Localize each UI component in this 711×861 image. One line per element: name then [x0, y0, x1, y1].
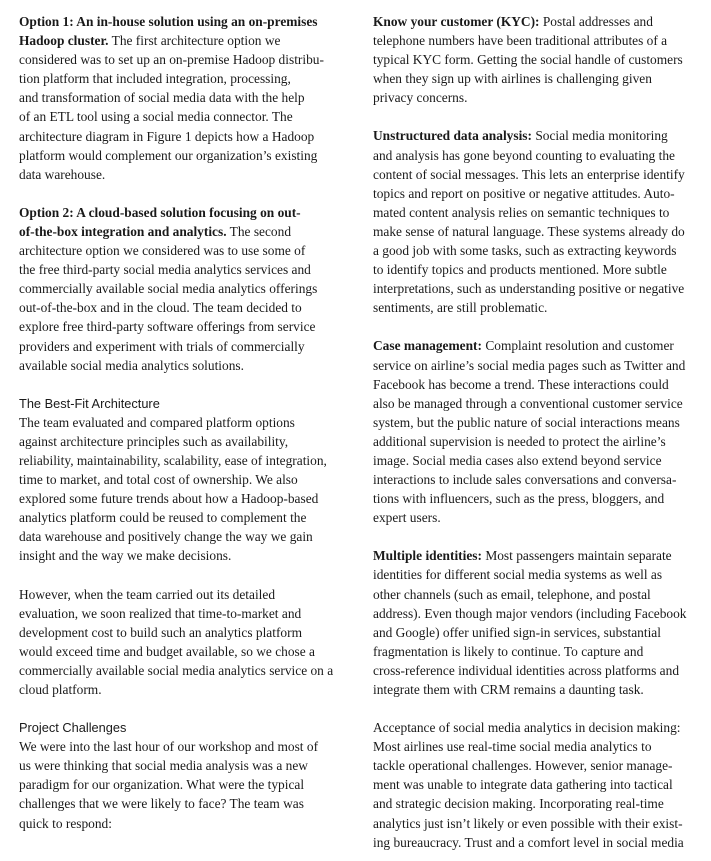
line-text: The first architecture option we [108, 33, 281, 49]
line-text: other channels (such as email, telephone, and postal [373, 586, 651, 602]
text-line: commercially available social media analytics service on a [19, 662, 334, 678]
line-text: considered was to set up an on-premise Hadoop distribu- [19, 52, 324, 68]
option-1-paragraph [19, 12, 351, 184]
text-line: explored some future trends about how a Hadoop-based [19, 491, 319, 507]
line-text: out-of-the-box and in the cloud. The team decided to [19, 300, 302, 316]
text-line [373, 50, 703, 69]
case-management-paragraph [373, 336, 703, 527]
line-text: address). Even though major vendors (including Facebook [373, 605, 687, 621]
text-line: However, when the team carried out its detailed [19, 586, 276, 602]
unstructured-data-paragraph [373, 126, 703, 317]
challenges-paragraph [19, 737, 351, 832]
text-line [373, 356, 703, 375]
text-line: us were thinking that social media analysis was a new [19, 758, 308, 774]
line-text: tions with influencers, such as the press, bloggers, and [373, 491, 665, 507]
text-line: would exceed time and budget available, so we chose a [19, 643, 315, 659]
text-line: and strategic decision making. Incorporating real-time [373, 796, 664, 812]
text-line [19, 88, 351, 107]
line-text: the free third-party social media analytics services and [19, 262, 311, 278]
line-text: telephone numbers have been traditional attributes of a [373, 33, 668, 49]
line-text: interactions to include sales conversations and conversa- [373, 472, 677, 488]
line-text: architecture option we considered was to use some of [19, 243, 306, 259]
line-text: integrate them with CRM remains a daunting task. [373, 682, 644, 697]
text-line: analytics just isn’t likely or even possible with their exist- [373, 815, 683, 831]
lead-in: Unstructured data analysis: [373, 128, 532, 144]
lead-in: Option 1: An in-house solution using an on-premises [19, 14, 318, 29]
text-line: quick to respond: [19, 815, 112, 831]
text-line: paradigm for our organization. What were the typical [19, 777, 305, 793]
line-text: privacy concerns. [373, 90, 468, 106]
line-text: Facebook has become a trend. These interactions could [373, 376, 669, 392]
text-line [373, 165, 703, 184]
lead-in: Multiple identities: [373, 548, 482, 564]
text-line [373, 12, 703, 31]
text-line [19, 69, 351, 88]
text-line [373, 565, 703, 584]
lead-in: Know your customer (KYC): [373, 14, 540, 29]
line-text: fragmentation is likely to continue. To capture and [373, 643, 644, 659]
text-line [373, 508, 703, 527]
text-line [373, 241, 703, 260]
text-line [373, 489, 703, 508]
text-line [373, 375, 703, 394]
text-line: tackle operational challenges. However, senior manage- [373, 758, 673, 774]
text-line [373, 88, 703, 107]
text-line: cloud platform. [19, 682, 102, 697]
text-line [19, 356, 351, 375]
text-line [373, 298, 703, 317]
text-line [19, 127, 351, 146]
text-line [373, 336, 703, 355]
line-text: Social media monitoring [531, 128, 668, 144]
lead-in: of-the-box integration and analytics. [19, 223, 227, 239]
lead-in: Hadoop cluster. [19, 33, 109, 49]
text-line [19, 203, 351, 222]
kyc-paragraph [373, 12, 703, 107]
line-text: mated content analysis relies on semantic techniques to [373, 204, 670, 220]
line-text: Complaint resolution and customer [481, 338, 674, 354]
line-text: and transformation of social media data with the help [19, 90, 305, 106]
text-line [373, 642, 703, 661]
acceptance-paragraph [373, 718, 703, 852]
text-line: data warehouse and positively change the way we gain [19, 529, 313, 545]
text-line: evaluation, we soon realized that time-to-market and [19, 605, 302, 621]
text-line [373, 585, 703, 604]
text-line [19, 260, 351, 279]
text-line [373, 604, 703, 623]
line-text: platform would complement our organization’s existing [19, 147, 318, 163]
best-fit-paragraph [19, 413, 351, 566]
text-line [373, 260, 703, 279]
text-line [373, 623, 703, 642]
line-text: explore free third-party software offerings from service [19, 319, 316, 335]
text-line [19, 241, 351, 260]
line-text: typical KYC form. Getting the social handle of customers [373, 52, 683, 68]
text-line [373, 184, 703, 203]
text-line [19, 12, 351, 31]
line-text: service on airline’s social media pages such as Twitter and [373, 357, 686, 373]
line-text: Postal addresses and [539, 14, 653, 29]
line-text: and analysis has gone beyond counting to evaluating the [373, 147, 675, 163]
text-line: Acceptance of social media analytics in decision making: [373, 720, 681, 736]
text-line [19, 165, 351, 184]
text-line: The team evaluated and compared platform options [19, 414, 295, 430]
text-line: We were into the last hour of our workshop and most of [19, 739, 319, 755]
text-line [373, 279, 703, 298]
text-line [19, 50, 351, 69]
text-line: challenges that we were likely to face? The team was [19, 796, 304, 812]
line-text: architecture diagram in Figure 1 depicts how a Hadoop [19, 128, 315, 144]
text-line: development cost to build such an analytics platform [19, 624, 302, 640]
text-line [19, 31, 351, 50]
text-line: insight and the way we make decisions. [19, 548, 232, 564]
evaluation-paragraph [19, 585, 351, 700]
line-text: sentiments, are still problematic. [373, 300, 548, 316]
text-line [19, 222, 351, 241]
text-line [373, 680, 703, 699]
text-line [19, 298, 351, 317]
line-text: content of social messages. This lets an enterprise identify [373, 166, 685, 182]
left-column [19, 12, 351, 833]
text-line [373, 222, 703, 241]
line-text: expert users. [373, 510, 441, 526]
line-text: when they sign up with airlines is challenging given [373, 71, 652, 87]
text-line [373, 31, 703, 50]
line-text: also be managed through a conventional customer service [373, 395, 683, 411]
text-line [373, 69, 703, 88]
line-text: tion platform that included integration, processing, [19, 71, 291, 87]
line-text: additional supervision is needed to protect the airline’s [373, 433, 666, 449]
text-line [373, 451, 703, 470]
line-text: to identify topics and products mentioned. More subtle [373, 262, 667, 278]
line-text: and Google) offer unified sign-in services, substantial [373, 624, 661, 640]
project-challenges-heading: Project Challenges [19, 720, 127, 736]
line-text: commercially available social media analytics offerings [19, 281, 318, 297]
line-text: available social media analytics solutions. [19, 357, 244, 373]
text-line [373, 146, 703, 165]
line-text: image. Social media cases also extend beyond service [373, 452, 662, 468]
text-line [373, 661, 703, 680]
best-fit-architecture-heading: The Best-Fit Architecture [19, 395, 160, 411]
line-text: system, but the public nature of social interactions means [373, 414, 680, 430]
lead-in: Option 2: A cloud-based solution focusing on out- [19, 204, 301, 220]
text-line [19, 317, 351, 336]
text-line: ment was unable to integrate data gathering into tactical [373, 777, 673, 793]
text-line [19, 279, 351, 298]
text-line [19, 146, 351, 165]
line-text: providers and experiment with trials of commercially [19, 338, 305, 354]
text-line [373, 546, 703, 565]
text-line: analytics platform could be reused to complement the [19, 510, 307, 526]
option-2-paragraph [19, 203, 351, 375]
line-text: data warehouse. [19, 166, 106, 182]
multiple-identities-paragraph [373, 546, 703, 699]
line-text: interpretations, such as understanding positive or negative [373, 281, 685, 297]
line-text: make sense of natural language. These systems already do [373, 223, 685, 239]
text-line: ing bureaucracy. Trust and a comfort level in social media [373, 834, 684, 850]
text-line [373, 413, 703, 432]
text-line: against architecture principles such as availability, [19, 433, 289, 449]
text-line [373, 394, 703, 413]
text-line [19, 337, 351, 356]
text-line: time to market, and total cost of ownership. We also [19, 472, 298, 488]
line-text: Most passengers maintain separate [481, 548, 672, 564]
text-line [373, 432, 703, 451]
lead-in: Case management: [373, 338, 482, 354]
text-line [373, 470, 703, 489]
text-line: reliability, maintainability, scalability, ease of integration, [19, 452, 327, 468]
text-line [373, 203, 703, 222]
line-text: The second [226, 223, 292, 239]
line-text: of an ETL tool using a social media connector. The [19, 109, 293, 125]
text-line [373, 126, 703, 145]
right-column [373, 12, 703, 852]
line-text: topics and report on positive or negative attitudes. Auto- [373, 185, 675, 201]
line-text: cross-reference individual identities across platforms and [373, 662, 680, 678]
line-text: identities for different social media systems as well as [373, 567, 663, 583]
text-line [19, 107, 351, 126]
line-text: a good job with some tasks, such as extracting keywords [373, 243, 677, 259]
text-line: Most airlines use real-time social media analytics to [373, 739, 652, 755]
